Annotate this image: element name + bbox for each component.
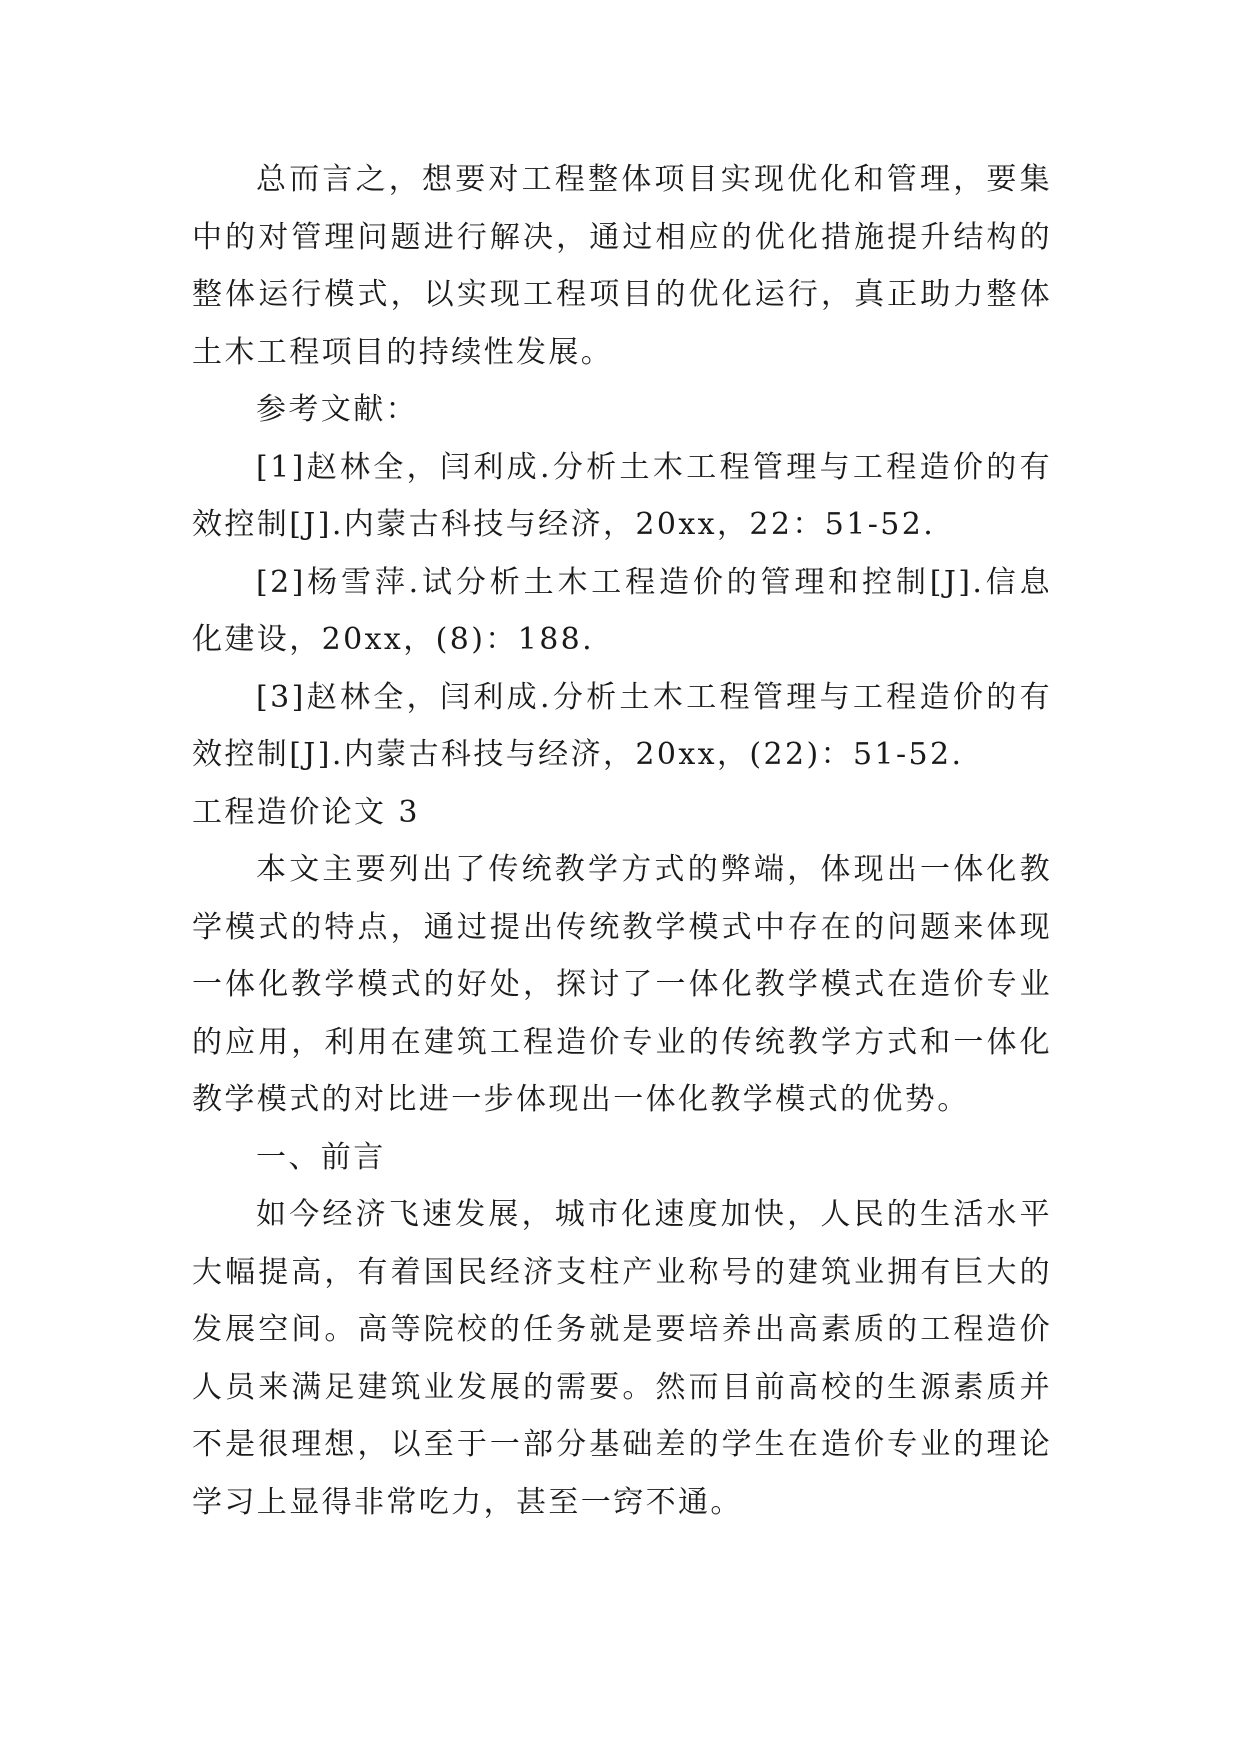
section-title: 工程造价论文 3 — [192, 794, 420, 830]
paragraph-abstract: 本文主要列出了传统教学方式的弊端，体现出一体化教学模式的特点，通过提出传统教学模式中存在的问题来体现一体化教学模式的好处，探讨了一体化教学模式在造价专业的应用，利用在建筑工程造价专业的传统教学方式和一体化教学模式的对比进一步体现出一体化教学模式的优势。 — [192, 852, 1052, 1117]
subsection-heading-preface: 一、前言 — [256, 1139, 386, 1175]
references-heading: 参考文献： — [256, 392, 418, 427]
document-body — [192, 151, 1052, 1531]
reference-item-1: [1]赵林全，闫利成.分析土木工程管理与工程造价的有效控制[J].内蒙古科技与经济，20xx，22：51-52. — [192, 449, 1052, 542]
reference-item-2: [2]杨雪萍.试分析土木工程造价的管理和控制[J].信息化建设，20xx，(8)：188. — [192, 564, 1052, 657]
paragraph-conclusion: 总而言之，想要对工程整体项目实现优化和管理，要集中的对管理问题进行解决，通过相应的优化措施提升结构的整体运行模式，以实现工程项目的优化运行，真正助力整体土木工程项目的持续性发展。 — [192, 162, 1052, 370]
reference-item-3: [3]赵林全，闫利成.分析土木工程管理与工程造价的有效控制[J].内蒙古科技与经济，20xx，(22)：51-52. — [192, 679, 1052, 772]
paragraph-preface: 如今经济飞速发展，城市化速度加快，人民的生活水平大幅提高，有着国民经济支柱产业称号的建筑业拥有巨大的发展空间。高等院校的任务就是要培养出高素质的工程造价人员来满足建筑业发展的需要。然而目前高校的生源素质并不是很理想，以至于一部分基础差的学生在造价专业的理论学习上显得非常吃力，甚至一窍不通。 — [192, 1197, 1052, 1520]
